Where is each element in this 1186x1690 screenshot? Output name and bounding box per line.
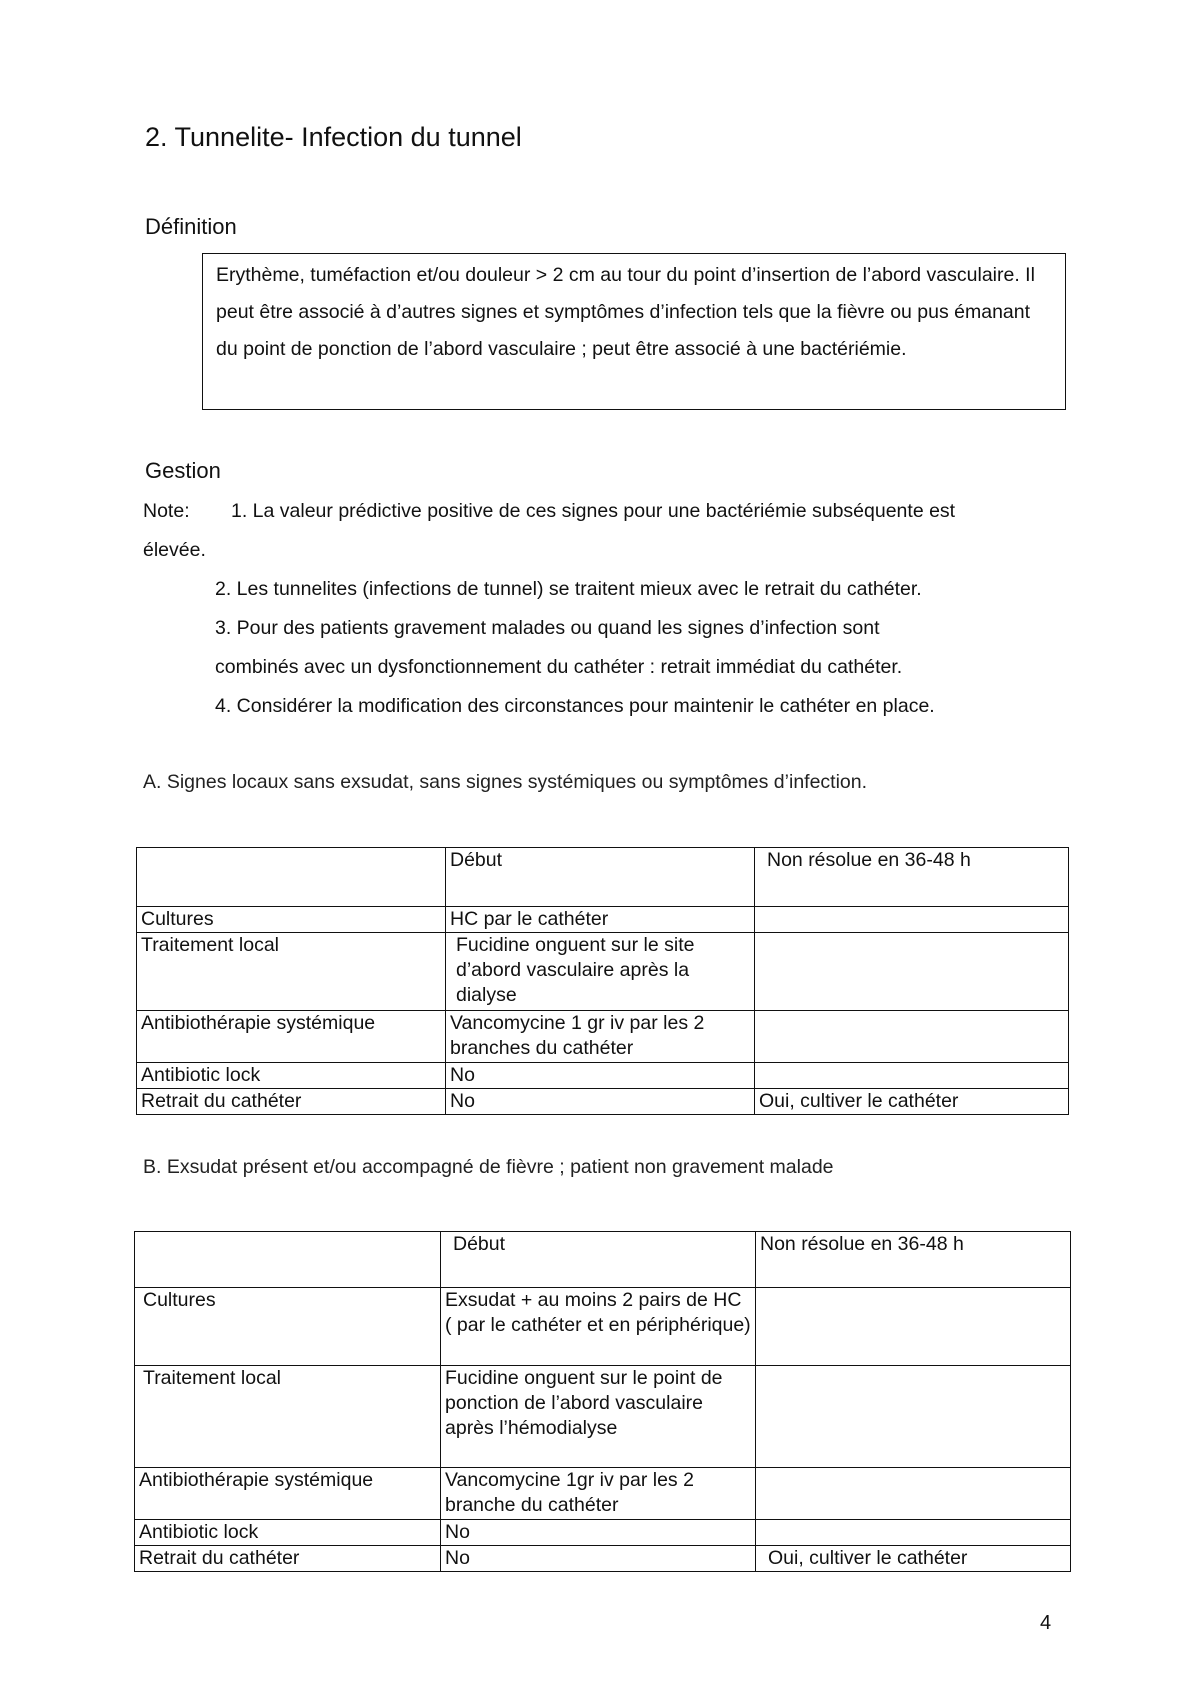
non-resolue-cell [756, 1468, 1071, 1520]
table-section-b [134, 1231, 1071, 1572]
non-resolue-cell: Oui, cultiver le cathéter [755, 1089, 1069, 1115]
debut-cell: No [441, 1520, 756, 1546]
debut-cell: No [446, 1089, 755, 1115]
header-cell: Non résolue en 36-48 h [756, 1232, 1071, 1288]
row-label: Antibiotic lock [137, 1063, 446, 1089]
non-resolue-cell [756, 1366, 1071, 1468]
table-row [135, 1468, 1071, 1520]
row-label: Antibiothérapie systémique [135, 1468, 441, 1520]
header-cell: Début [441, 1232, 756, 1288]
non-resolue-cell [755, 933, 1069, 1011]
section-a-title: A. Signes locaux sans exsudat, sans signes systémiques ou symptômes d’infection. [143, 771, 868, 793]
table-row [135, 1288, 1071, 1366]
header-cell: Début [446, 848, 755, 907]
row-label: Cultures [135, 1288, 441, 1366]
row-label: Antibiothérapie systémique [137, 1011, 446, 1063]
debut-cell: No [441, 1546, 756, 1572]
table-row [135, 1366, 1071, 1468]
gestion-heading: Gestion [145, 458, 221, 483]
non-resolue-cell [756, 1288, 1071, 1366]
debut-cell: HC par le cathéter [446, 907, 755, 933]
note-line: 3. Pour des patients gravement malades ou quand les signes d’infection sont [215, 617, 880, 639]
row-label: Cultures [137, 907, 446, 933]
note-line: 4. Considérer la modification des circonstances pour maintenir le cathéter en place. [215, 695, 935, 717]
table-header-row [137, 848, 1069, 907]
debut-cell: Fucidine onguent sur le site d’abord vasculaire après la dialyse [446, 933, 755, 1011]
definition-text: Erythème, tuméfaction et/ou douleur > 2 cm au tour du point d’insertion de l’abord vasculaire. Il peut être associé à d’autres signes et symptômes d’infection tels que la fièvre ou pus émanant du point de ponction de l’abord vasculaire ; peut être associé à une bactériémie. [216, 264, 1035, 360]
non-resolue-cell [755, 1011, 1069, 1063]
note-line: combinés avec un dysfonctionnement du cathéter : retrait immédiat du cathéter. [215, 656, 903, 678]
page-number: 4 [1040, 1612, 1052, 1634]
row-label: Traitement local [137, 933, 446, 1011]
note-label: Note: [143, 500, 190, 522]
debut-cell: Vancomycine 1gr iv par les 2 branche du cathéter [441, 1468, 756, 1520]
section-title: 2. Tunnelite- Infection du tunnel [145, 122, 522, 152]
non-resolue-cell [756, 1520, 1071, 1546]
table-row [137, 1089, 1069, 1115]
non-resolue-cell: Oui, cultiver le cathéter [756, 1546, 1071, 1572]
note-line: 1. La valeur prédictive positive de ces signes pour une bactériémie subséquente est [231, 500, 956, 522]
table-row [137, 1011, 1069, 1063]
table-section-a [136, 847, 1069, 1115]
table-row [137, 1063, 1069, 1089]
non-resolue-cell [755, 907, 1069, 933]
table-row [137, 933, 1069, 1011]
note-line: élevée. [143, 539, 206, 561]
note-line: 2. Les tunnelites (infections de tunnel) se traitent mieux avec le retrait du cathéter. [215, 578, 922, 600]
debut-cell: Vancomycine 1 gr iv par les 2 branches du cathéter [446, 1011, 755, 1063]
table-header-row [135, 1232, 1071, 1288]
debut-cell: No [446, 1063, 755, 1089]
header-cell [137, 848, 446, 907]
row-label: Antibiotic lock [135, 1520, 441, 1546]
section-b-title: B. Exsudat présent et/ou accompagné de fièvre ; patient non gravement malade [143, 1156, 834, 1178]
table-row [135, 1546, 1071, 1572]
row-label: Retrait du cathéter [135, 1546, 441, 1572]
header-cell [135, 1232, 441, 1288]
header-cell: Non résolue en 36-48 h [755, 848, 1069, 907]
non-resolue-cell [755, 1063, 1069, 1089]
row-label: Traitement local [135, 1366, 441, 1468]
debut-cell: Fucidine onguent sur le point de ponction de l’abord vasculaire après l’hémodialyse [441, 1366, 756, 1468]
definition-box [202, 253, 1066, 410]
debut-cell: Exsudat + au moins 2 pairs de HC ( par le cathéter et en périphérique) [441, 1288, 756, 1366]
table-row [137, 907, 1069, 933]
definition-heading: Définition [145, 214, 237, 239]
row-label: Retrait du cathéter [137, 1089, 446, 1115]
table-row [135, 1520, 1071, 1546]
